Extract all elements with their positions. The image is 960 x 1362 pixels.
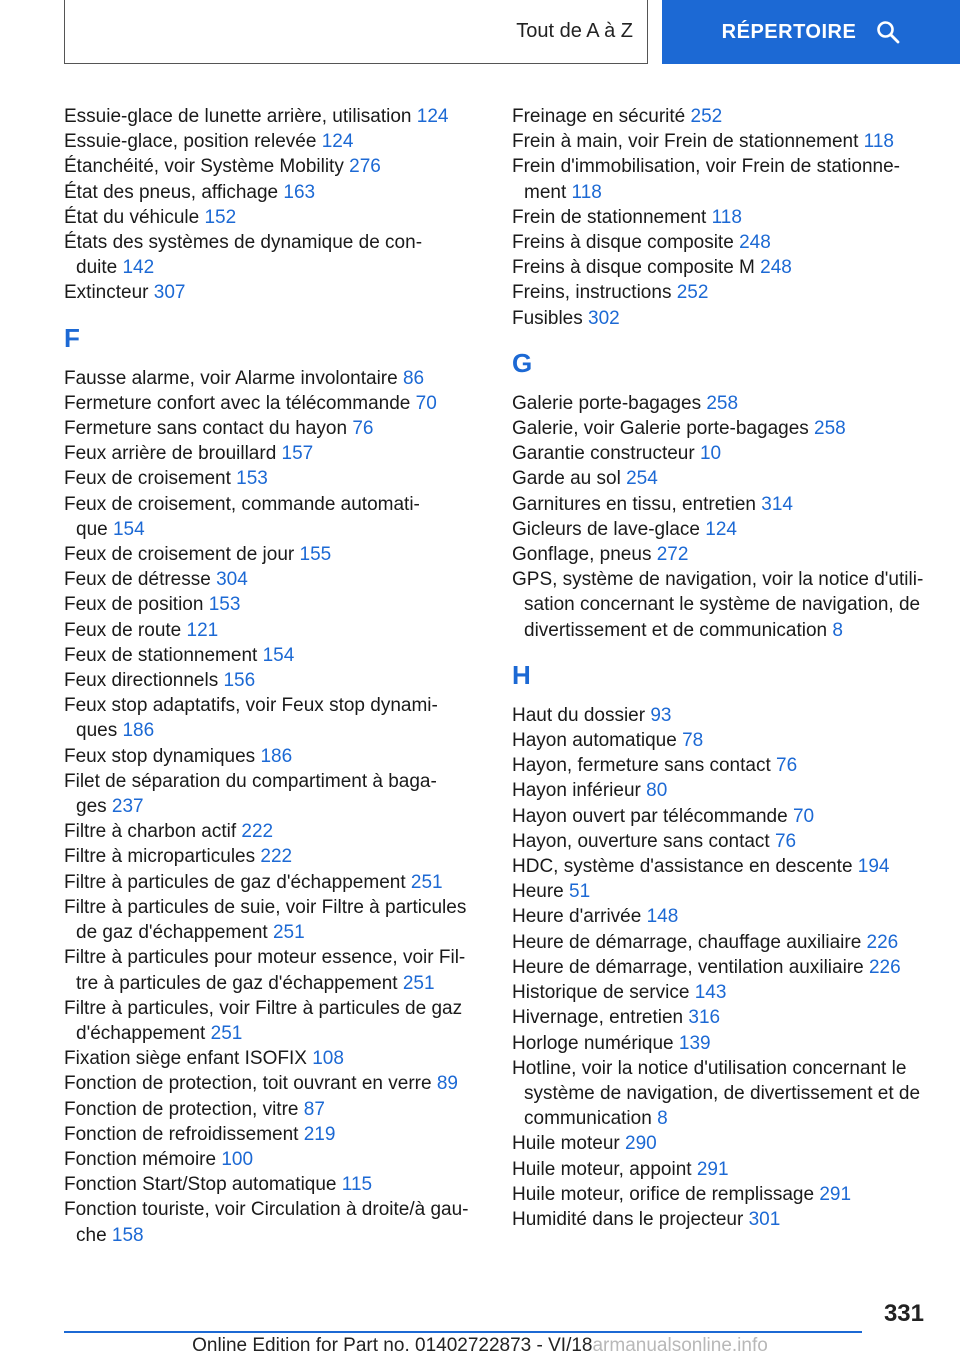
index-entry xyxy=(64,1172,484,1197)
index-entry xyxy=(64,542,484,567)
page-link[interactable]: 290 xyxy=(625,1133,657,1155)
index-entry xyxy=(512,255,952,280)
index-entry xyxy=(64,996,484,1046)
page-link[interactable]: 51 xyxy=(569,881,591,903)
entry-text: Garantie constructeur xyxy=(512,443,695,465)
page-number: 331 xyxy=(883,1300,924,1327)
index-entry xyxy=(64,180,484,205)
page-link[interactable]: 237 xyxy=(111,796,144,818)
page-link[interactable]: 291 xyxy=(819,1183,852,1205)
entry-text: Freins à disque composite M xyxy=(512,257,755,279)
entry-text-continued: tre à particules de gaz d'échappement xyxy=(76,972,398,994)
entry-text: HDC, système d'assistance en descente xyxy=(512,856,853,878)
index-entry xyxy=(64,205,484,230)
page-link[interactable]: 258 xyxy=(706,392,739,414)
index-entry xyxy=(64,104,484,129)
page-link[interactable]: 251 xyxy=(272,922,305,944)
index-entry xyxy=(512,306,952,331)
index-entry xyxy=(64,643,484,668)
entry-text: GPS, système de navigation, voir la notice d'utili- xyxy=(512,569,924,591)
page-link[interactable]: 226 xyxy=(868,956,901,978)
tab-a-to-z[interactable] xyxy=(64,0,648,64)
page-link[interactable]: 258 xyxy=(814,418,846,440)
page-link[interactable]: 118 xyxy=(863,131,894,153)
entry-text-continued: système de navigation, de divertissement et de xyxy=(524,1082,921,1104)
entry-last-line xyxy=(64,1223,484,1248)
entry-text: Feux de position xyxy=(64,594,204,616)
index-entry xyxy=(64,895,484,945)
entry-text: Fonction de protection, vitre xyxy=(64,1098,299,1120)
index-entry xyxy=(64,154,484,179)
index-entry xyxy=(512,955,952,980)
entry-text-continued: sation concernant le système de navigation, de xyxy=(524,594,921,616)
index-entry xyxy=(512,778,952,803)
entry-text: Galerie porte-bagages xyxy=(512,392,702,414)
page-link[interactable]: 316 xyxy=(688,1007,721,1029)
page-link[interactable]: 70 xyxy=(415,392,437,414)
entry-text: Heure de démarrage, ventilation auxiliaire xyxy=(512,956,864,978)
entry-text: Extincteur xyxy=(64,282,149,304)
index-entry xyxy=(512,154,952,204)
index-entry xyxy=(64,416,484,441)
entry-text: Heure d'arrivée xyxy=(512,906,642,928)
entry-text: Historique de service xyxy=(512,982,690,1004)
index-entry xyxy=(64,391,484,416)
index-entry xyxy=(512,280,952,305)
page-link[interactable]: 124 xyxy=(705,518,737,540)
page-link[interactable]: 153 xyxy=(208,594,241,616)
entry-last-line xyxy=(64,517,484,542)
page-link[interactable]: 251 xyxy=(210,1022,243,1044)
index-entry xyxy=(512,230,952,255)
entry-text: États des systèmes de dynamique de con- xyxy=(64,232,423,254)
index-entry xyxy=(64,129,484,154)
entry-text: Filtre à particules de gaz d'échappement xyxy=(64,871,406,893)
section-letter: H xyxy=(512,659,531,690)
index-entry xyxy=(64,819,484,844)
entry-text: Hayon, ouverture sans contact xyxy=(512,830,770,852)
entry-text: Essuie-glace de lunette arrière, utilisation xyxy=(64,106,412,127)
index-entry xyxy=(64,492,484,542)
page-link[interactable]: 121 xyxy=(186,619,219,641)
index-entry xyxy=(64,280,484,305)
entry-text: Feux stop adaptatifs, voir Feux stop dynami- xyxy=(64,695,438,717)
page-link[interactable]: 124 xyxy=(321,131,354,153)
entry-text-continued: d'échappement xyxy=(76,1022,206,1044)
index-entry xyxy=(512,1031,952,1056)
tab-repertoire-label: RÉPERTOIRE xyxy=(721,20,857,43)
page-link[interactable]: 154 xyxy=(262,644,295,666)
page-link[interactable]: 89 xyxy=(436,1073,458,1095)
page-link[interactable]: 154 xyxy=(112,518,145,540)
index-entry xyxy=(64,441,484,466)
page-link[interactable]: 8 xyxy=(832,619,843,641)
search-icon xyxy=(876,20,900,44)
page-link[interactable]: 157 xyxy=(281,443,314,465)
page-link[interactable]: 307 xyxy=(153,282,186,304)
page-link[interactable]: 139 xyxy=(678,1032,711,1054)
index-entry xyxy=(64,1147,484,1172)
entry-text: Huile moteur, orifice de remplissage xyxy=(512,1183,815,1205)
page-link[interactable]: 251 xyxy=(410,871,443,893)
page-link[interactable]: 100 xyxy=(221,1148,254,1170)
page-link[interactable]: 251 xyxy=(402,972,435,994)
entry-text: Feux de route xyxy=(64,619,182,641)
index-entry xyxy=(512,1131,952,1156)
entry-text: Fonction de protection, toit ouvrant en verre xyxy=(64,1073,432,1095)
page-link[interactable]: 194 xyxy=(857,856,890,878)
index-entry xyxy=(64,844,484,869)
entry-text: Freins à disque composite xyxy=(512,232,734,254)
index-entry xyxy=(64,230,484,280)
entry-text: Fermeture sans contact du hayon xyxy=(64,418,348,440)
entry-last-line xyxy=(64,920,484,945)
index-entry xyxy=(512,879,952,904)
page-link[interactable]: 152 xyxy=(204,206,237,228)
entry-text: Fixation siège enfant ISOFIX xyxy=(64,1048,307,1070)
entry-text: Frein d'immobilisation, voir Frein de stationne- xyxy=(512,156,901,178)
index-entry xyxy=(512,829,952,854)
entry-last-line xyxy=(64,1021,484,1046)
entry-last-line xyxy=(512,1106,952,1131)
footer-divider xyxy=(64,1331,862,1333)
index-entry xyxy=(512,205,952,230)
page-link[interactable]: 291 xyxy=(696,1158,729,1180)
index-entry xyxy=(64,592,484,617)
entry-last-line xyxy=(64,794,484,819)
entry-text: Hivernage, entretien xyxy=(512,1007,684,1029)
entry-text-continued: divertissement et de communication xyxy=(524,619,828,641)
entry-text-continued: de gaz d'échappement xyxy=(76,922,268,944)
index-entry xyxy=(512,1005,952,1030)
entry-text: Garnitures en tissu, entretien xyxy=(512,493,756,515)
index-entry xyxy=(64,945,484,995)
page-link[interactable]: 87 xyxy=(303,1098,325,1120)
page-link[interactable]: 186 xyxy=(122,720,155,742)
page-link[interactable]: 186 xyxy=(260,745,293,767)
entry-last-line xyxy=(64,255,484,280)
page-link[interactable]: 276 xyxy=(349,156,381,178)
page-link[interactable]: 248 xyxy=(760,257,792,279)
entry-text: Feux stop dynamiques xyxy=(64,745,256,767)
entry-text: Fusibles xyxy=(512,307,583,329)
entry-text: Freinage en sécurité xyxy=(512,106,686,127)
entry-text: Humidité dans le projecteur xyxy=(512,1208,744,1230)
page-link[interactable]: 272 xyxy=(656,544,689,566)
page-link[interactable]: 10 xyxy=(699,443,722,465)
entry-text: Frein à main, voir Frein de stationnement xyxy=(512,131,859,153)
entry-text-continued: ques xyxy=(76,720,118,742)
page-link[interactable]: 76 xyxy=(352,418,374,440)
entry-text-continued: ges xyxy=(76,796,107,818)
entry-text: Garde au sol xyxy=(512,468,621,490)
page-link[interactable]: 124 xyxy=(416,106,449,127)
index-entry xyxy=(64,1097,484,1122)
entry-text: Freins, instructions xyxy=(512,282,672,304)
index-entry xyxy=(512,1157,952,1182)
index-entry xyxy=(512,930,952,955)
index-entry xyxy=(64,744,484,769)
entry-text: Fermeture confort avec la télécommande xyxy=(64,392,411,414)
index-entry xyxy=(512,466,952,491)
entry-text: Filtre à particules de suie, voir Filtre à particules xyxy=(64,896,467,918)
entry-text: Fonction Start/Stop automatique xyxy=(64,1174,337,1196)
page-link[interactable]: 304 xyxy=(216,569,248,591)
entry-text: Gonflage, pneus xyxy=(512,544,652,566)
index-entry xyxy=(512,854,952,879)
page-link[interactable]: 226 xyxy=(866,931,899,953)
page-link[interactable]: 153 xyxy=(236,468,268,490)
page-link[interactable]: 70 xyxy=(792,805,815,827)
entry-text: Étanchéité, voir Système Mobility xyxy=(64,156,344,178)
index-entry xyxy=(512,1056,952,1132)
entry-text: Galerie, voir Galerie porte-bagages xyxy=(512,418,809,440)
entry-text: Haut du dossier xyxy=(512,704,646,726)
index-entry xyxy=(512,391,952,416)
entry-last-line xyxy=(64,971,484,996)
index-entry xyxy=(512,104,952,129)
entry-text: État des pneus, affichage xyxy=(64,181,279,203)
entry-text-continued: duite xyxy=(76,257,118,279)
page-link[interactable]: 8 xyxy=(657,1108,668,1130)
entry-text: Hayon automatique xyxy=(512,730,677,752)
index-entry xyxy=(512,753,952,778)
page-link[interactable]: 222 xyxy=(241,821,274,843)
entry-last-line xyxy=(64,718,484,743)
index-entry xyxy=(64,870,484,895)
page-link[interactable]: 314 xyxy=(761,493,793,515)
index-entry xyxy=(512,129,952,154)
index-entry xyxy=(64,366,484,391)
index-entry xyxy=(64,618,484,643)
entry-text: Hayon inférieur xyxy=(512,780,641,802)
entry-text: Hayon ouvert par télécommande xyxy=(512,805,788,827)
entry-text: Hotline, voir la notice d'utilisation concernant le xyxy=(512,1057,907,1079)
index-entry xyxy=(512,728,952,753)
page-link[interactable]: 143 xyxy=(694,982,727,1004)
index-entry xyxy=(64,1071,484,1096)
footer xyxy=(0,1334,960,1358)
entry-text: Fausse alarme, voir Alarme involontaire xyxy=(64,367,398,389)
page-link[interactable]: 78 xyxy=(682,730,704,752)
entry-text: Feux de croisement, commande automati- xyxy=(64,493,420,515)
index-entry xyxy=(512,703,952,728)
index-entry xyxy=(512,441,952,466)
index-entry xyxy=(64,693,484,743)
page-link[interactable]: 80 xyxy=(646,780,668,802)
tab-repertoire[interactable] xyxy=(662,0,960,64)
entry-text: Frein de stationnement xyxy=(512,206,707,228)
page-link[interactable]: 108 xyxy=(312,1048,344,1070)
page-link[interactable]: 118 xyxy=(711,206,742,228)
page-link[interactable]: 254 xyxy=(626,468,658,490)
index-entry xyxy=(64,769,484,819)
entry-text: Heure de démarrage, chauffage auxiliaire xyxy=(512,931,862,953)
page-link[interactable]: 76 xyxy=(774,830,797,852)
entry-text: Fonction touriste, voir Circulation à droite/à gau- xyxy=(64,1199,469,1221)
page-link[interactable]: 142 xyxy=(122,257,155,279)
index-entry xyxy=(512,904,952,929)
entry-text: Filtre à particules, voir Filtre à particules de gaz xyxy=(64,997,463,1019)
footer-watermark: armanualsonline.info xyxy=(592,1335,768,1356)
entry-text-continued: communication xyxy=(524,1108,652,1130)
index-entry xyxy=(64,668,484,693)
entry-text: Filtre à charbon actif xyxy=(64,821,237,843)
index-entry xyxy=(512,1182,952,1207)
entry-text: Huile moteur xyxy=(512,1133,620,1155)
page-link[interactable]: 252 xyxy=(676,282,709,304)
page-link[interactable]: 76 xyxy=(776,755,798,777)
footer-edition-text: Online Edition for Part no. 01402722873 - VI/18 xyxy=(192,1335,593,1356)
page-link[interactable]: 93 xyxy=(650,704,672,726)
page-link[interactable]: 155 xyxy=(299,544,332,566)
page-link[interactable]: 148 xyxy=(646,906,679,928)
index-entry xyxy=(512,517,952,542)
index-entry xyxy=(512,492,952,517)
entry-text: État du véhicule xyxy=(64,206,200,228)
entry-text: Feux arrière de brouillard xyxy=(64,443,277,465)
index-entry xyxy=(512,804,952,829)
entry-text: Feux directionnels xyxy=(64,670,219,692)
section-letter: F xyxy=(64,322,80,353)
entry-text: Feux de détresse xyxy=(64,569,211,591)
entry-text: Fonction de refroidissement xyxy=(64,1123,299,1145)
page-link[interactable]: 115 xyxy=(341,1174,373,1196)
page-link[interactable]: 222 xyxy=(260,846,293,868)
index-column-right xyxy=(512,104,952,1232)
entry-text: Feux de croisement de jour xyxy=(64,544,295,566)
page-link[interactable]: 252 xyxy=(690,106,723,127)
top-navigation xyxy=(0,0,960,66)
entry-text: Horloge numérique xyxy=(512,1032,674,1054)
page-link[interactable]: 158 xyxy=(111,1224,144,1246)
page-link[interactable]: 156 xyxy=(223,670,256,692)
entry-text-continued: che xyxy=(76,1224,107,1246)
page-link[interactable]: 301 xyxy=(748,1208,781,1230)
entry-last-line xyxy=(512,618,952,643)
entry-text: Hayon, fermeture sans contact xyxy=(512,755,771,777)
entry-text: Gicleurs de lave-glace xyxy=(512,518,700,540)
entry-text: Heure xyxy=(512,881,564,903)
section-letter: G xyxy=(512,347,533,378)
entry-text: Feux de croisement xyxy=(64,468,231,490)
index-entry xyxy=(64,1197,484,1247)
page-link[interactable]: 163 xyxy=(283,181,316,203)
index-entry xyxy=(64,1046,484,1071)
entry-last-line xyxy=(512,180,952,205)
index-entry xyxy=(512,1207,952,1232)
entry-text: Fonction mémoire xyxy=(64,1148,217,1170)
entry-text: Filtre à particules pour moteur essence, voir Fil- xyxy=(64,947,466,969)
page-link[interactable]: 118 xyxy=(571,181,602,203)
index-entry xyxy=(64,567,484,592)
index-column-left xyxy=(64,104,484,1248)
index-entry xyxy=(512,567,952,643)
page-link[interactable]: 86 xyxy=(402,367,425,389)
entry-text: Huile moteur, appoint xyxy=(512,1158,692,1180)
entry-text: Filet de séparation du compartiment à baga- xyxy=(64,770,437,792)
index-entry xyxy=(64,1122,484,1147)
entry-text: Essuie-glace, position relevée xyxy=(64,131,317,153)
index-entry xyxy=(512,980,952,1005)
page-link[interactable]: 219 xyxy=(303,1123,336,1145)
entry-text: Feux de stationnement xyxy=(64,644,258,666)
entry-text-continued: ment xyxy=(524,181,567,203)
page-link[interactable]: 248 xyxy=(739,232,771,254)
entry-text: Filtre à microparticules xyxy=(64,846,256,868)
index-entry xyxy=(512,542,952,567)
index-entry xyxy=(64,466,484,491)
tab-a-to-z-label: Tout de A à Z xyxy=(516,20,633,42)
page-link[interactable]: 302 xyxy=(588,307,620,329)
index-entry xyxy=(512,416,952,441)
entry-text-continued: que xyxy=(76,518,108,540)
